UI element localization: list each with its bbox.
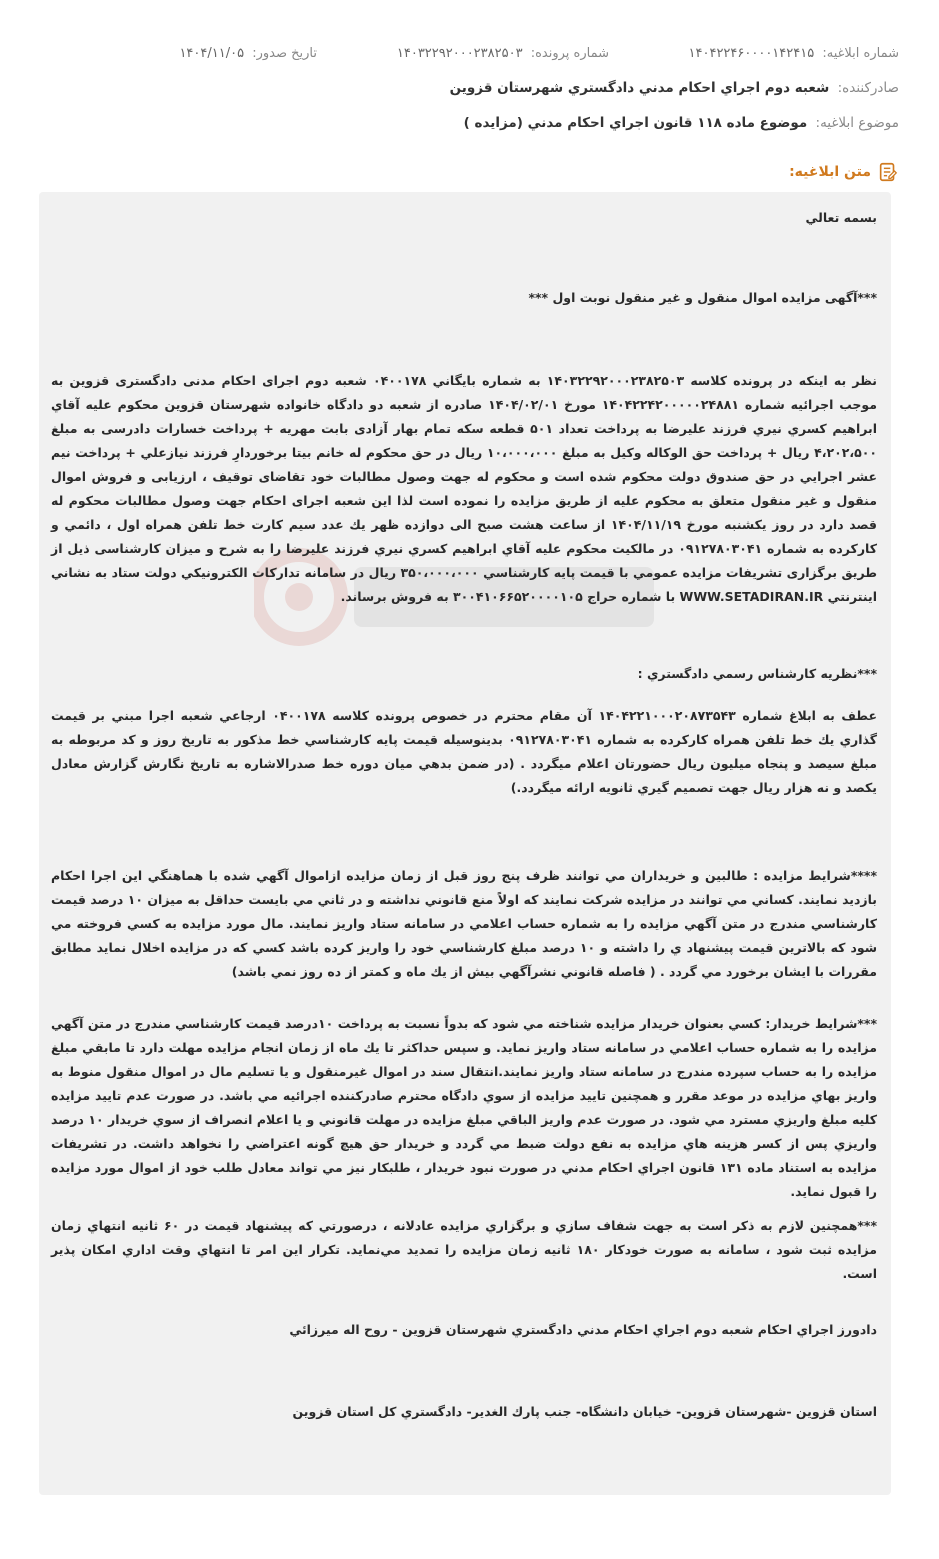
heading-bismillah: بسمه تعالي xyxy=(805,210,877,225)
notice-meta-row xyxy=(40,46,899,68)
expert-heading: ***نظريه كارشناس رسمي دادگستري : xyxy=(637,666,877,681)
sender-label: صادرکننده: xyxy=(837,80,899,96)
signature-line: دادورز اجراي احكام شعبه دوم اجراي احكام مدني دادگستري شهرستان قزوين - روح اله ميرزائي xyxy=(289,1322,877,1337)
issue-date xyxy=(179,46,317,61)
buyer-conditions-paragraph: ***شرايط خريدار: كسي بعنوان خريدار مزايده شناخته مي شود كه بدواً نسبت به پرداخت ۱۰درصد قيمت كارشناسي مندرج در متن آگهي مزايده را به شماره حساب اعلامي در سامانه ستاد واريز نمايد. و سپس حداكثر تا يك ماه از زمان انجام مزايده مهلت دارد تا مابقي مبلغ مزايده را به حساب سپرده مندرج در سامانه ستاد واريز نمايند.انتقال سند در اموال غيرمنقول و يا تسليم مال در اموال منقول منوط به واريز بهاي مزايده در موعد مقرر و همچنين تاييد مزايده از سوي دادگاه محترم صادركننده اجرائيه مي باشد. در صورت عدم تاييد مزايده كليه مبلغ واريزي مسترد مي شود. در صورت عدم واريز الباقي مبلغ مزايده در مهلت قانوني و يا اعلام انصراف از سوي خريدار ۱۰ درصد واريزي پس از كسر هزينه هاي مزايده به نفع دولت ضبط مي گردد و خريدار حق هيچ گونه اعتراضي را نخواهد داشت. در تشريفات مزايده به استناد ماده ۱۳۱ قانون اجراي احكام مدني در صورت نبود خريدار ، طلبكار نيز مي تواند معادل طلب خود از اموال مورد مزايده را قبول نمايد. xyxy=(51,1016,877,1199)
auction-main-paragraph: نظر به اينكه در پرونده كلاسه ۱۴۰۳۲۲۹۲۰۰۰۲۳۸۲۵۰۳ به شماره بايگاني ۰۴۰۰۱۷۸ شعبه دوم اجرای احکام مدنی دادگستری قزوین به موجب اجرائيه شماره ۱۴۰۴۲۲۴۲۰۰۰۰۰۲۴۸۸۱ مورخ ۱۴۰۴/۰۲/۰۱ صادره از شعبه دو دادگاه خانواده شهرستان قزوين محکوم عليه آقاي ابراهيم كسري نيري فرزند عليرضا به پرداخت تعداد ۵۰۱ قطعه سکه تمام بهار آزادی بابت مهريه + پرداخت خسارات دادرسی به مبلغ ۴،۲۰۲،۵۰۰ ريال + پرداخت حق الوكاله وكيل به مبلغ ۱۰،۰۰۰،۰۰۰ ريال در حق محکوم له خانم بيتا برخوردارِ فرزند نيازعلي + پرداخت نيم عشر اجرايي در حق صندوق دولت محکوم شده است و محکوم له جهت وصول مطالبات خود تقاضای توقيف ، ارزيابی و فروش اموال منقول و غير منقول متعلق به محکوم عليه از طريق مزايده را نموده است لذا اين شعبه اجرای احکام جهت وصول مطالبات محکوم له قصد دارد در روز يکشنبه مورخ ۱۴۰۴/۱۱/۱۹ از ساعت هشت صبح الی دوازده ظهر يك عدد سيم كارت خط تلفن همراه اول ، دائمي و كاركرده به شماره ۰۹۱۲۷۸۰۳۰۴۱ در مالکيت محكوم عليه آقاي ابراهيم كسري نيري فرزند عليرضا را به شرح و ميزان کارشناسی ذيل از طريق برگزاری تشريفات مزايده عمومي با قيمت پايه كارشناسي ۳۵۰،۰۰۰،۰۰۰ ريال در سامانه تداركات الكترونيكي دولت ستاد به نشاني اينترنتي WWW.SETADIRAN.IR با شماره حراج ۳۰۰۴۱۰۶۶۵۲۰۰۰۰۱۰۵ به فروش برساند. xyxy=(51,373,878,604)
subject-line xyxy=(464,115,899,131)
auction-conditions-paragraph: ****شرايط مزايده : طالبين و خريداران مي توانند ظرف پنج روز قبل از زمان مزايده ازاموال آگهي شده با هماهنگي اين اجرا احكام بازديد نمايند. كساني مي توانند در مزايده شركت نمايند كه اولاً منع قانوني نداشته و در ثاني مي بايست حداقل به ميزان ۱۰ درصد قيمت كارشناسي مندرج در متن آگهي مزايده را به شماره حساب اعلامي در سامانه ستاد واريز نمايند. مال مورد مزايده به كسي فروخته مي شود كه بالاترين قيمت پيشنهاد ي را داشته و ۱۰ درصد مبلغ كارشناسي خود را واريز كرده باشد كسي كه در مزايده اخلال نمايد مطابق مقررات با ايشان برخورد مي گردد . ( فاصله قانوني نشرآگهي بيش از يك ماه و كمتر از ده روز نمي باشد) xyxy=(51,868,877,979)
sender-value: شعبه دوم اجراي احكام مدني دادگستري شهرستان قزوين xyxy=(449,80,830,96)
case-number-label: شماره پرونده: xyxy=(530,46,609,61)
notice-body xyxy=(39,192,891,1495)
subject-label: موضوع ابلاغيه: xyxy=(815,115,899,131)
notice-number xyxy=(689,46,899,61)
case-number xyxy=(397,46,609,61)
issue-date-label: تاريخ صدور: xyxy=(252,46,317,61)
subject-value: موضوع ماده ۱۱۸ قانون اجراي احكام مدني (مزايده ) xyxy=(463,115,808,131)
document-icon xyxy=(877,161,899,183)
extension-paragraph: ***همچنين لازم به ذكر است به جهت شفاف سازي و برگزاري مزايده عادلانه ، درصورتي كه پيشنهاد قيمت در ۶۰ ثانيه انتهاي زمان مزايده ثبت شود ، سامانه به صورت خودكار ۱۸۰ ثانيه زمان مزايده را تمديد مي‌نمايد. تكرار اين امر تا انتهاي وقت اداري امكان پذير است. xyxy=(51,1218,877,1281)
sender-line xyxy=(450,80,899,96)
address-line: استان قزوين -شهرستان قزوين- خيابان دانشگاه- جنب پارك الغدير- دادگستري كل استان قزوين xyxy=(292,1404,877,1419)
notice-number-value: ۱۴۰۴۲۲۴۶۰۰۰۰۱۴۲۴۱۵ xyxy=(688,46,815,61)
notice-number-label: شماره ابلاغيه: xyxy=(822,46,899,61)
issue-date-value: ۱۴۰۴/۱۱/۰۵ xyxy=(179,46,245,61)
notice-text-title: متن ابلاغيه: xyxy=(789,164,871,180)
auction-heading: ***آگهی مزايده اموال منقول و غير منقول نوبت اول *** xyxy=(528,290,877,305)
notice-text-header xyxy=(789,161,899,183)
expert-paragraph: عطف به ابلاغ شماره ۱۴۰۴۲۲۱۰۰۰۲۰۸۷۳۵۴۳ آن مقام محترم در خصوص پرونده كلاسه ۰۴۰۰۱۷۸ ارجاعي شعبه اجرا مبني بر قيمت گذاري يك خط تلفن همراه كاركرده به شماره ۰۹۱۲۷۸۰۳۰۴۱ بدينوسيله قيمت پايه كارشناسي خط مذكور به تاريخ روز و كد مربوطه به مبلغ سيصد و پنجاه ميليون ريال حضورتان اعلام ميگردد . (در ضمن بدهي ميان دوره خط صدرالاشاره به تاريخ نگارش گزارش معادل يكصد و نه هزار ريال جهت تصميم گيري ثانويه ارائه ميگردد.) xyxy=(51,708,878,795)
case-number-value: ۱۴۰۳۲۲۹۲۰۰۰۲۳۸۲۵۰۳ xyxy=(396,46,523,61)
